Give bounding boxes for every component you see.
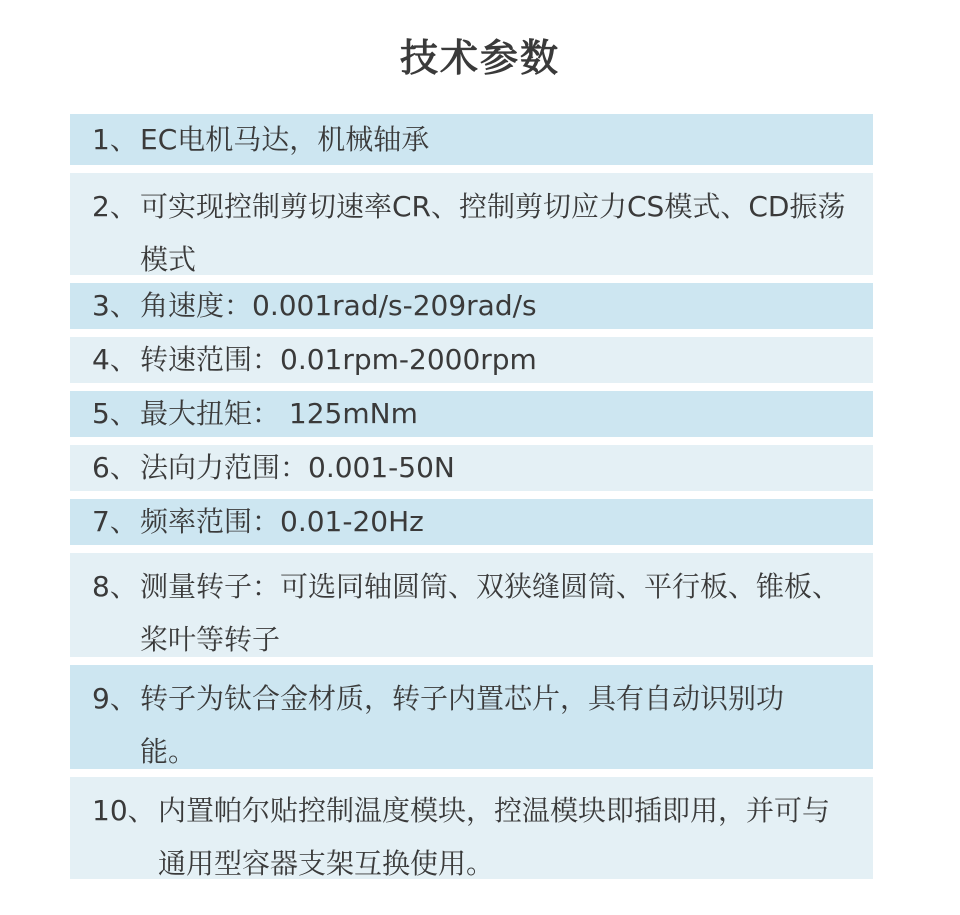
spec-item-9: [70, 665, 873, 769]
spec-number: 9、: [92, 682, 138, 715]
spec-text: 可实现控制剪切速率CR、控制剪切应力CS模式、CD振荡模式: [140, 190, 846, 276]
spec-text: 最大扭矩： 125mNm: [140, 397, 418, 430]
spec-number: 6、: [92, 451, 138, 484]
spec-text: EC电机马达，机械轴承: [140, 123, 430, 156]
spec-text: 法向力范围：0.001-50N: [140, 451, 455, 484]
spec-item-7: [70, 499, 873, 545]
spec-number: 8、: [92, 570, 138, 603]
spec-item-1: [70, 114, 873, 165]
spec-text: 内置帕尔贴控制温度模块，控温模块即插即用，并可与通用型容器支架互换使用。: [158, 794, 831, 880]
spec-item-5: [70, 391, 873, 437]
page-title: 技术参数: [399, 36, 560, 80]
spec-number: 2、: [92, 190, 138, 223]
spec-number: 3、: [92, 289, 138, 322]
spec-item-6: [70, 445, 873, 491]
spec-text: 频率范围：0.01-20Hz: [140, 505, 424, 538]
spec-number: 10、: [92, 794, 156, 827]
spec-item-3: [70, 283, 873, 329]
spec-text: 角速度：0.001rad/s-209rad/s: [140, 289, 537, 322]
spec-item-2: [70, 173, 873, 275]
spec-list: [70, 114, 873, 879]
spec-number: 7、: [92, 505, 138, 538]
spec-number: 1、: [92, 123, 138, 156]
spec-number: 5、: [92, 397, 138, 430]
spec-text: 测量转子：可选同轴圆筒、双狭缝圆筒、平行板、锥板、桨叶等转子: [140, 570, 841, 656]
spec-item-8: [70, 553, 873, 657]
spec-number: 4、: [92, 343, 138, 376]
spec-item-4: [70, 337, 873, 383]
spec-text: 转子为钛合金材质，转子内置芯片，具有自动识别功能。: [140, 682, 785, 768]
spec-item-10: [70, 777, 873, 879]
spec-text: 转速范围：0.01rpm-2000rpm: [140, 343, 537, 376]
